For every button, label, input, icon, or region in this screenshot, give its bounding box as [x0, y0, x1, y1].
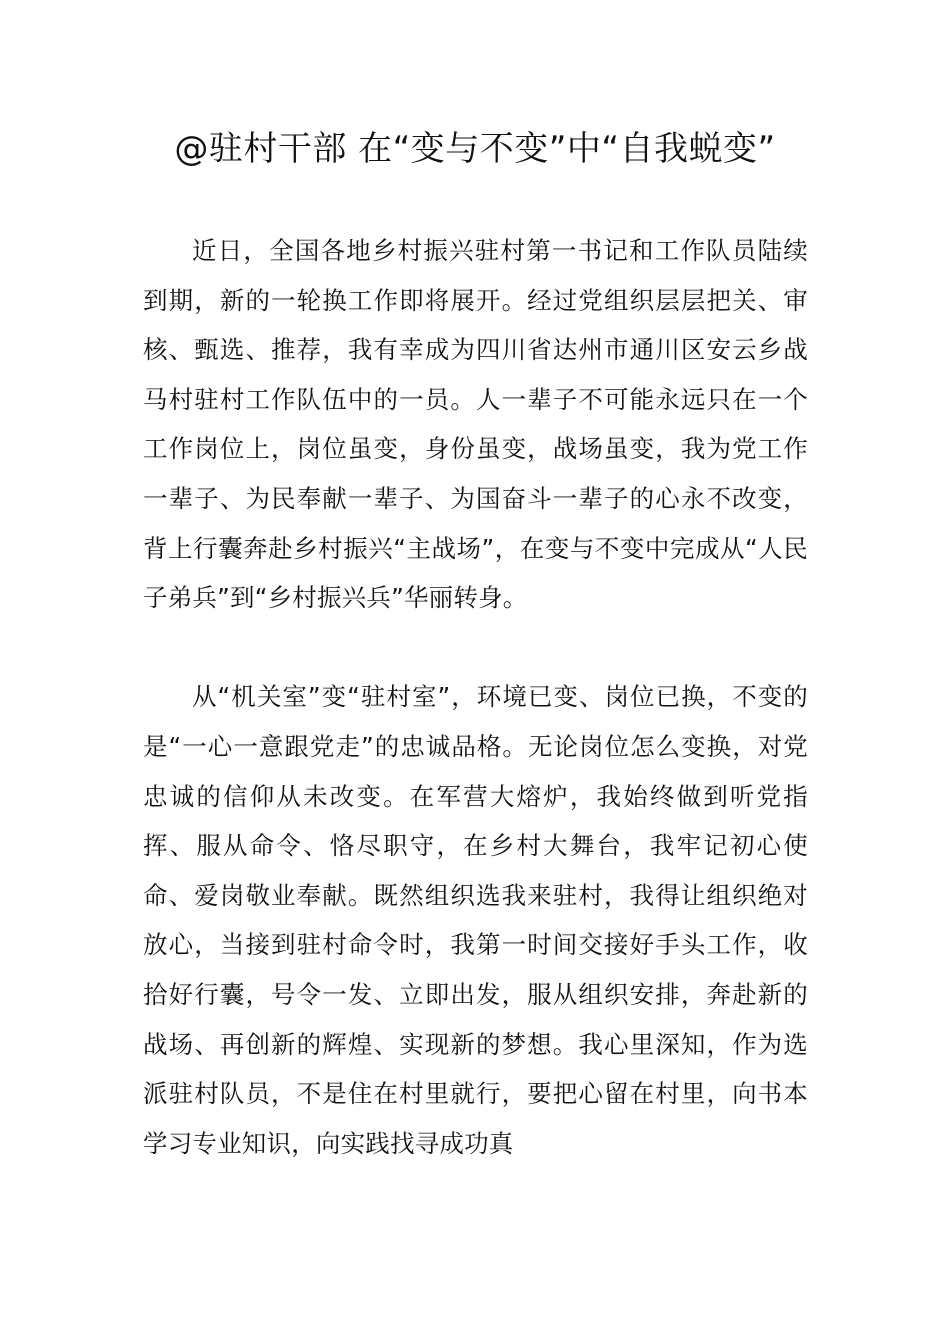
paragraph-spacer [143, 623, 808, 673]
paragraph-2: 从“机关室”变“驻村室”，环境已变、岗位已换，不变的是“一心一意跟党走”的忠诚品格。无论岗位怎么变换，对党忠诚的信仰从未改变。在军营大熔炉，我始终做到听党指挥、服从命令、恪尽职守，在乡村大舞台，我牢记初心使命、爱岗敬业奉献。既然组织选我来驻村，我得让组织绝对放心，当接到驻村命令时，我第一时间交接好手头工作，收拾好行囊，号令一发、立即出发，服从组织安排，奔赴新的战场、再创新的辉煌、实现新的梦想。我心里深知，作为选派驻村队员，不是住在村里就行，要把心留在村里，向书本学习专业知识，向实践找寻成功真 [143, 682, 808, 1158]
document-body [143, 226, 808, 1168]
document-title: @驻村干部 在“变与不变”中“自我蜕变” [174, 129, 776, 169]
paragraph-1: 近日，全国各地乡村振兴驻村第一书记和工作队员陆续到期，新的一轮换工作即将展开。经过党组织层层把关、审核、甄选、推荐，我有幸成为四川省达州市通川区安云乡战马村驻村工作队伍中的一员。人一辈子不可能永远只在一个工作岗位上，岗位虽变，身份虽变，战场虽变，我为党工作一辈子、为民奉献一辈子、为国奋斗一辈子的心永不改变，背上行囊奔赴乡村振兴“主战场”，在变与不变中完成从“人民子弟兵”到“乡村振兴兵”华丽转身。 [143, 236, 808, 613]
